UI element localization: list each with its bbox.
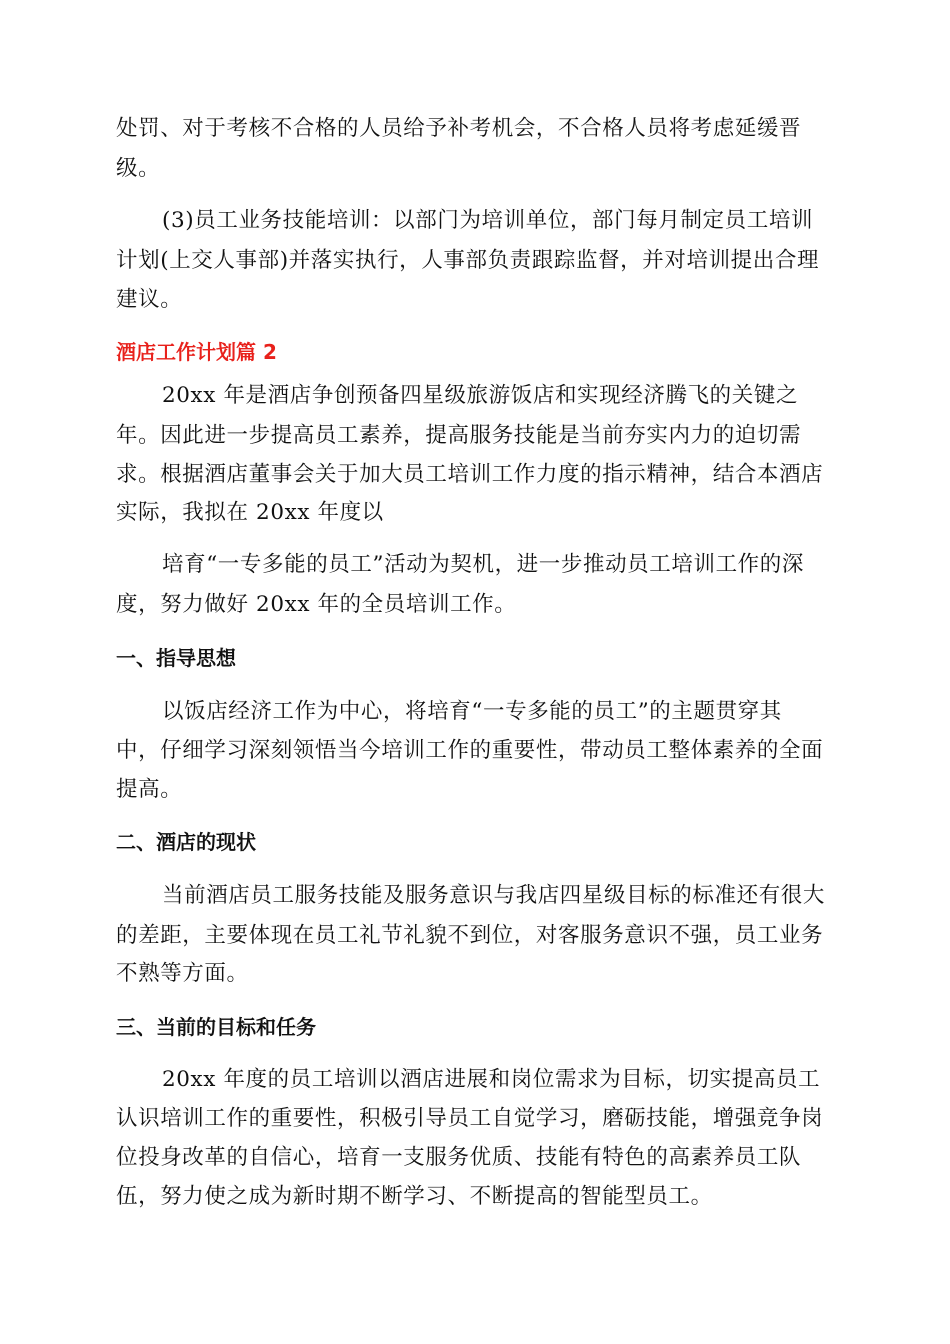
paragraph-line: 年。因此进一步提高员工素养，提高服务技能是当前夯实内力的迫切需 — [116, 423, 802, 448]
paragraph-line: 度，努力做好 20xx 年的全员培训工作。 — [116, 592, 517, 617]
paragraph-line: 20xx 年是酒店争创预备四星级旅游饭店和实现经济腾飞的关键之 — [162, 383, 799, 408]
paragraph-line: 建议。 — [116, 287, 183, 312]
paragraph-line: 处罚、对于考核不合格的人员给予补考机会，不合格人员将考虑延缓晋 — [116, 116, 802, 141]
heading-guiding-ideology: 一、指导思想 — [116, 646, 236, 670]
paragraph-line: 求。根据酒店董事会关于加大员工培训工作力度的指示精神，结合本酒店 — [116, 462, 824, 487]
paragraph-line: 级。 — [116, 156, 161, 181]
paragraph-line: (3)员工业务技能培训：以部门为培训单位，部门每月制定员工培训 — [162, 208, 814, 233]
paragraph-line: 当前酒店员工服务技能及服务意识与我店四星级目标的标准还有很大 — [162, 883, 826, 908]
paragraph-line: 20xx 年度的员工培训以酒店进展和岗位需求为目标，切实提高员工 — [162, 1067, 821, 1092]
paragraph-line: 位投身改革的自信心，培育一支服务优质、技能有特色的高素养员工队 — [116, 1145, 802, 1170]
paragraph-line: 以饭店经济工作为中心，将培育“一专多能的员工”的主题贯穿其 — [162, 699, 782, 724]
paragraph-line: 不熟等方面。 — [116, 961, 249, 986]
paragraph-line: 实际，我拟在 20xx 年度以 — [116, 500, 384, 525]
section-title: 酒店工作计划篇 2 — [116, 340, 277, 364]
paragraph-line: 计划(上交人事部)并落实执行，人事部负责跟踪监督，并对培训提出合理 — [116, 248, 820, 273]
heading-goals-tasks: 三、当前的目标和任务 — [116, 1015, 316, 1039]
paragraph-line: 中，仔细学习深刻领悟当今培训工作的重要性，带动员工整体素养的全面 — [116, 738, 824, 763]
paragraph-line: 的差距，主要体现在员工礼节礼貌不到位，对客服务意识不强，员工业务 — [116, 923, 824, 948]
paragraph-line: 伍，努力使之成为新时期不断学习、不断提高的智能型员工。 — [116, 1184, 713, 1209]
paragraph-line: 认识培训工作的重要性，积极引导员工自觉学习，磨砺技能，增强竞争岗 — [116, 1106, 824, 1131]
heading-hotel-status: 二、酒店的现状 — [116, 830, 256, 854]
paragraph-line: 提高。 — [116, 777, 183, 802]
paragraph-line: 培育“一专多能的员工”活动为契机，进一步推动员工培训工作的深 — [162, 552, 804, 577]
